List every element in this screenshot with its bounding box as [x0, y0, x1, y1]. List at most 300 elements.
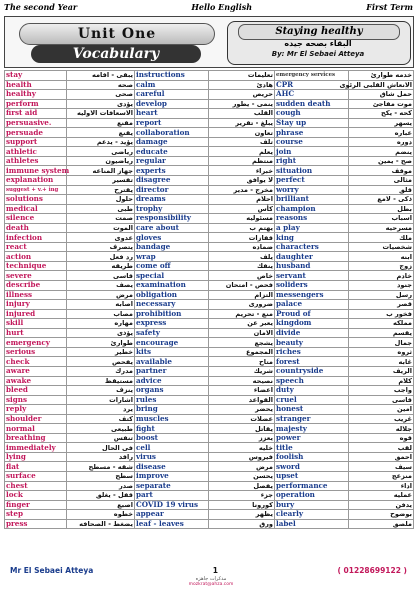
vocabulary-label: Vocabulary [31, 45, 201, 63]
english-word: technique [5, 261, 67, 271]
english-word: husband [275, 261, 349, 271]
table-row [5, 185, 414, 195]
english-word: improve [135, 471, 209, 481]
arabic-meaning: اداء [349, 481, 414, 491]
arabic-meaning: اصبع [67, 500, 135, 510]
arabic-meaning: مستيقظ [67, 376, 135, 386]
arabic-meaning: منزعج [349, 471, 414, 481]
english-word: foolish [275, 452, 349, 462]
english-word: shoulder [5, 414, 67, 424]
site-logo [186, 576, 236, 589]
table-row [5, 233, 414, 243]
english-word: press [5, 519, 67, 529]
arabic-meaning: الموت [67, 223, 135, 233]
english-word: bury [275, 500, 349, 510]
table-row [5, 319, 414, 329]
footer-author: Mr El Sebaei Atteya [10, 566, 94, 575]
english-word: finger [5, 500, 67, 510]
english-word: boost [135, 433, 209, 443]
page-number: 1 [212, 566, 218, 575]
table-row [5, 395, 414, 405]
arabic-meaning: تعاون [209, 128, 275, 138]
arabic-meaning: صحى [67, 90, 135, 100]
english-word: AHC [275, 90, 349, 100]
arabic-meaning: خدمه طوارئ [349, 71, 414, 81]
english-word: brilliant [275, 195, 349, 205]
arabic-meaning: التزام [209, 290, 275, 300]
arabic-meaning: غريب [349, 414, 414, 424]
english-word: flat [5, 462, 67, 472]
english-word: Stay up [275, 118, 349, 128]
english-word: injury [5, 300, 67, 310]
english-word: leaf - leaves [135, 519, 209, 529]
arabic-meaning: قفل - يغلق [67, 491, 135, 501]
table-row [5, 109, 414, 119]
english-word: check [5, 357, 67, 367]
english-word: chest [5, 481, 67, 491]
arabic-meaning: رياضى [67, 147, 135, 157]
arabic-meaning: تنفس [67, 433, 135, 443]
arabic-meaning: هادئ [209, 80, 275, 90]
english-word: disagree [135, 176, 209, 186]
arabic-meaning: كحه - يكح [349, 109, 414, 119]
english-word: virus [135, 452, 209, 462]
english-word: breathing [5, 433, 67, 443]
english-word: gloves [135, 233, 209, 243]
table-row [5, 242, 414, 252]
english-word: daughter [275, 252, 349, 262]
english-word: bleed [5, 386, 67, 396]
english-word: necessary [135, 300, 209, 310]
arabic-meaning: عضلات [209, 414, 275, 424]
english-word: hurt [5, 328, 67, 338]
arabic-meaning: مملكه [349, 319, 414, 329]
english-word: persuasive. [5, 118, 67, 128]
arabic-meaning: سطح [67, 471, 135, 481]
arabic-meaning: اعضاء [209, 386, 275, 396]
arabic-meaning: يشجع [209, 338, 275, 348]
arabic-meaning: ينمى - يطور [209, 99, 275, 109]
arabic-meaning: يظهر [209, 510, 275, 520]
table-row [5, 99, 414, 109]
arabic-meaning: ذكى - لامع [349, 195, 414, 205]
english-word: situation [275, 166, 349, 176]
english-word: calm [135, 80, 209, 90]
arabic-meaning: صدر [67, 481, 135, 491]
english-word: athletic [5, 147, 67, 157]
arabic-meaning: حلول [67, 195, 135, 205]
english-word: illness [5, 290, 67, 300]
arabic-meaning: القلب [209, 109, 275, 119]
english-word: trophy [135, 204, 209, 214]
arabic-meaning: ضرورى [209, 300, 275, 310]
page-footer [4, 565, 413, 576]
arabic-meaning: يفصل [209, 481, 275, 491]
arabic-meaning: ورق [209, 519, 275, 529]
site-logo-url: mozkrat@ahza.com [188, 582, 234, 587]
english-word: majesty [275, 424, 349, 434]
table-row [5, 261, 414, 271]
arabic-meaning: تعليمات [209, 71, 275, 81]
table-row [5, 71, 414, 81]
arabic-meaning: قاسى [349, 395, 414, 405]
table-row [5, 214, 414, 224]
arabic-meaning: يبقى - اقامه [67, 71, 135, 81]
arabic-meaning: شريك [209, 366, 275, 376]
arabic-meaning: يصف [67, 281, 135, 291]
english-word: regular [135, 156, 209, 166]
english-word: care about [135, 223, 209, 233]
arabic-meaning: يؤدى [67, 99, 135, 109]
vocabulary-table [4, 70, 414, 529]
lesson-box [227, 21, 411, 65]
arabic-meaning: الاسعافات الاوليه [67, 109, 135, 119]
table-row [5, 300, 414, 310]
arabic-meaning: طبى [67, 204, 135, 214]
arabic-meaning: كورونا [209, 500, 275, 510]
english-word: organs [135, 386, 209, 396]
arabic-meaning: يحسن [209, 471, 275, 481]
english-word: CPR [275, 80, 349, 90]
english-word: prohibition [135, 309, 209, 319]
english-word: wrap [135, 252, 209, 262]
arabic-meaning: احمق [349, 452, 414, 462]
english-word: messengers [275, 290, 349, 300]
table-row [5, 204, 414, 214]
table-row [5, 366, 414, 376]
arabic-meaning: اسباب [349, 214, 414, 224]
arabic-meaning: منع - تحريم [209, 309, 275, 319]
english-word: palace [275, 300, 349, 310]
english-word: forest [275, 357, 349, 367]
arabic-meaning: ثروه [349, 347, 414, 357]
arabic-meaning: قصر [349, 300, 414, 310]
arabic-meaning: احلام [209, 195, 275, 205]
table-row [5, 519, 414, 529]
top-header [0, 0, 417, 13]
table-row [5, 166, 414, 176]
english-word: responsibility [135, 214, 209, 224]
english-word: stay [5, 71, 67, 81]
arabic-meaning: فخور ب [349, 309, 414, 319]
english-word: divide [275, 328, 349, 338]
arabic-meaning: خادم [349, 271, 414, 281]
english-word: perform [5, 99, 67, 109]
english-word: worry [275, 185, 349, 195]
english-word: partner [135, 366, 209, 376]
title-banner [4, 16, 414, 68]
table-row [5, 491, 414, 501]
english-word: emergency [5, 338, 67, 348]
english-word: honest [275, 405, 349, 415]
arabic-meaning: طريقه [67, 261, 135, 271]
english-word: power [275, 433, 349, 443]
table-row [5, 452, 414, 462]
arabic-meaning: المجموع [209, 347, 275, 357]
arabic-meaning: القواعد [209, 395, 275, 405]
english-word: kits [135, 347, 209, 357]
arabic-meaning: جنود [349, 281, 414, 291]
arabic-meaning: منتظم [209, 156, 275, 166]
english-word: sudden death [275, 99, 349, 109]
arabic-meaning: ضماده [209, 242, 275, 252]
english-word: kingdom [275, 319, 349, 329]
header-book: Hello English [191, 1, 253, 12]
arabic-meaning: طوارئ [67, 338, 135, 348]
arabic-meaning: مقنع [67, 118, 135, 128]
arabic-meaning: كلام [349, 376, 414, 386]
table-row [5, 147, 414, 157]
english-word: part [135, 491, 209, 501]
english-word: examination [135, 281, 209, 291]
arabic-meaning: ينزف [67, 386, 135, 396]
english-word: step [5, 510, 67, 520]
arabic-meaning: قوه [349, 433, 414, 443]
english-word: damage [135, 137, 209, 147]
english-word: perfect [275, 176, 349, 186]
arabic-meaning: فيروس [209, 452, 275, 462]
english-word: healthy [5, 90, 67, 100]
arabic-meaning: يقنع [67, 128, 135, 138]
english-word: king [275, 233, 349, 243]
arabic-meaning: رد فعل [67, 252, 135, 262]
table-row [5, 462, 414, 472]
english-word: course [275, 137, 349, 147]
english-word: encourage [135, 338, 209, 348]
english-word: Proud of [275, 309, 349, 319]
arabic-meaning: عدوى [67, 233, 135, 243]
arabic-meaning: امين [349, 405, 414, 415]
english-word: normal [5, 424, 67, 434]
english-word: immune system [6, 165, 70, 175]
arabic-meaning: طبيعى [67, 424, 135, 434]
arabic-meaning: خبراء [209, 166, 275, 176]
english-word: describe [5, 281, 67, 291]
english-word: reply [5, 405, 67, 415]
english-word: label [275, 519, 349, 529]
arabic-meaning: يرد [67, 405, 135, 415]
arabic-meaning: يلف [209, 252, 275, 262]
english-word: educate [135, 147, 209, 157]
english-word: bring [135, 405, 209, 415]
arabic-meaning: يؤيد - يدعم [67, 137, 135, 147]
arabic-meaning: بطل [349, 204, 414, 214]
arabic-meaning: كتف [67, 414, 135, 424]
english-word: champion [275, 204, 349, 214]
arabic-meaning: جزء [209, 491, 275, 501]
arabic-meaning: يفحص [67, 357, 135, 367]
english-word: heart [135, 109, 209, 119]
arabic-meaning: يعبر عن [209, 319, 275, 329]
arabic-meaning: حريص [209, 90, 275, 100]
table-row [5, 176, 414, 186]
english-word: collaboration [135, 128, 209, 138]
english-word: countryside [275, 366, 349, 376]
table-row [5, 510, 414, 520]
arabic-meaning: لا يوافق [209, 176, 275, 186]
arabic-meaning: يتصرف [67, 242, 135, 252]
header-term: First Term [366, 1, 413, 12]
arabic-meaning: مخرج - مدير [209, 185, 275, 195]
english-word: develop [135, 99, 209, 109]
english-word: servant [275, 271, 349, 281]
arabic-meaning: مدرك [67, 366, 135, 376]
arabic-meaning: مسرحيه [349, 223, 414, 233]
table-row [5, 357, 414, 367]
arabic-meaning: حمل شاق [349, 90, 414, 100]
english-word: react [5, 242, 67, 252]
arabic-meaning: شخصيات [349, 242, 414, 252]
english-word: serious [5, 347, 67, 357]
arabic-meaning: خليه [209, 443, 275, 453]
arabic-meaning: مسئوليه [209, 214, 275, 224]
english-word: explanation [5, 176, 67, 186]
english-word: clearly [275, 510, 349, 520]
english-word: title [275, 443, 349, 453]
table-row [5, 128, 414, 138]
english-word: come off [135, 261, 209, 271]
arabic-meaning: يحضر [209, 405, 275, 415]
arabic-meaning: يضغط - الصحافه [67, 519, 135, 529]
table-row [5, 252, 414, 262]
arabic-meaning: يدفن [349, 500, 414, 510]
english-word: right [275, 156, 349, 166]
arabic-meaning: زوج [349, 261, 414, 271]
english-word: beauty [275, 338, 349, 348]
table-row [5, 271, 414, 281]
table-row [5, 376, 414, 386]
english-word: surface [5, 471, 67, 481]
arabic-meaning: يعزز [209, 433, 275, 443]
english-word: director [135, 185, 209, 195]
english-word: action [5, 252, 67, 262]
table-row [5, 80, 414, 90]
arabic-meaning: سيف [349, 462, 414, 472]
footer-phone: ( 01228699122 ) [337, 566, 407, 575]
english-word: rules [135, 395, 209, 405]
english-word: speech [275, 376, 349, 386]
english-word: phrase [275, 128, 349, 138]
english-word: lock [5, 491, 67, 501]
english-word: experts [135, 166, 209, 176]
table-row [5, 281, 414, 291]
table-row [5, 309, 414, 319]
arabic-meaning: خاص [209, 271, 275, 281]
arabic-meaning: مرض [209, 462, 275, 472]
arabic-meaning: يؤذى [67, 328, 135, 338]
arabic-meaning: صحه [67, 80, 135, 90]
arabic-meaning: الامان [209, 328, 275, 338]
english-word: support [5, 137, 67, 147]
arabic-meaning: كأس [209, 204, 275, 214]
arabic-meaning: جلاله [349, 424, 414, 434]
english-word: injured [5, 309, 67, 319]
english-word: solutions [5, 195, 67, 205]
table-row [5, 90, 414, 100]
table-row [5, 156, 414, 166]
table-row [5, 471, 414, 481]
arabic-meaning: ابنه [349, 252, 414, 262]
arabic-meaning: تفسير [67, 176, 135, 186]
english-word: muscles [135, 414, 209, 424]
arabic-meaning: صح - يمين [349, 156, 414, 166]
arabic-meaning: مصاب [67, 309, 135, 319]
english-word: careful [135, 90, 209, 100]
arabic-meaning: لقب [349, 443, 414, 453]
table-row [5, 386, 414, 396]
arabic-meaning: عباره [349, 128, 414, 138]
english-word: first aid [5, 109, 67, 119]
english-word: cruel [275, 395, 349, 405]
arabic-meaning: واجب [349, 386, 414, 396]
arabic-meaning: قفازات [209, 233, 275, 243]
english-word: express [135, 319, 209, 329]
table-row [5, 195, 414, 205]
arabic-meaning: جهاز المناعه [67, 166, 135, 176]
arabic-meaning: موت مفاجئ [349, 99, 414, 109]
english-word: upset [275, 471, 349, 481]
english-word: suggest + v.+ ing [5, 185, 67, 195]
table-row [5, 433, 414, 443]
unit-box [11, 19, 221, 65]
english-word: advice [135, 376, 209, 386]
english-word: special [135, 271, 209, 281]
english-word: soliders [275, 281, 349, 291]
arabic-meaning: شقه - مسطح [67, 462, 135, 472]
english-word: report [135, 118, 209, 128]
author-credit: By: Mr El Sebaei Atteya [271, 50, 365, 58]
arabic-meaning: يبلغ - تقرير [209, 118, 275, 128]
english-word: dreams [135, 195, 209, 205]
english-word: separate [135, 481, 209, 491]
arabic-meaning: ينضم [349, 147, 414, 157]
table-row [5, 481, 414, 491]
english-word: fight [135, 424, 209, 434]
arabic-meaning: خطير [67, 347, 135, 357]
arabic-meaning: فحص - امتحان [209, 281, 275, 291]
table-row [5, 500, 414, 510]
arabic-meaning: عمليه [349, 491, 414, 501]
english-word: aware [5, 366, 67, 376]
table-row [5, 223, 414, 233]
arabic-meaning: راقد [67, 452, 135, 462]
arabic-meaning: يسهر [349, 118, 414, 128]
english-word: cell [135, 443, 209, 453]
table-row [5, 424, 414, 434]
table-row [5, 405, 414, 415]
english-word: operation [275, 491, 349, 501]
table-row [5, 137, 414, 147]
arabic-meaning: ملصق [349, 519, 414, 529]
arabic-meaning: غابه [349, 357, 414, 367]
arabic-meaning: يعلم [209, 147, 275, 157]
english-word: characters [275, 242, 349, 252]
english-word: safety [135, 328, 209, 338]
english-word: medical [5, 204, 67, 214]
english-word: riches [275, 347, 349, 357]
table-row [5, 328, 414, 338]
arabic-meaning: اشارات [67, 395, 135, 405]
english-word: appear [135, 510, 209, 520]
english-word: death [5, 223, 67, 233]
english-word: emergency services [275, 71, 349, 81]
table-row [5, 414, 414, 424]
english-word: lying [5, 452, 67, 462]
arabic-meaning: قاسى [67, 271, 135, 281]
english-word: signs [5, 395, 67, 405]
english-word: COVID 19 virus [135, 500, 209, 510]
arabic-meaning: صمت [67, 214, 135, 224]
